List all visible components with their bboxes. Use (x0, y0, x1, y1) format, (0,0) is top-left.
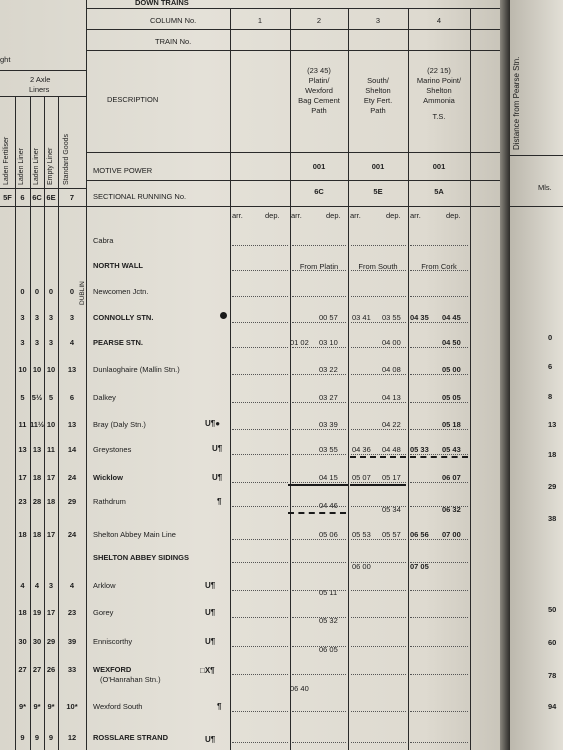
distance-value: 18 (548, 450, 557, 459)
from-cork: From Cork (421, 262, 457, 271)
station-name: NORTH WALL (93, 261, 143, 270)
station-name: Shelton Abbey Main Line (93, 530, 176, 539)
sectional-running-label: SECTIONAL RUNNING No. (93, 192, 187, 201)
distance-value: 50 (548, 605, 557, 614)
left-distance-cell: 18 (32, 473, 42, 482)
left-distance-cell: 33 (67, 665, 77, 674)
left-distance-cell: 4 (69, 338, 75, 347)
column-no-3: 3 (375, 16, 381, 25)
left-distance-cell: 17 (46, 473, 56, 482)
column-no-1: 1 (257, 16, 263, 25)
station-subname: (O'Hanrahan Stn.) (100, 675, 161, 684)
left-distance-cell: 0 (48, 287, 54, 296)
left-distance-cell: 3 (48, 313, 54, 322)
left-distance-cell: 29 (46, 637, 56, 646)
station-name: PEARSE STN. (93, 338, 144, 347)
left-distance-cell: 17 (46, 530, 56, 539)
station-name: Gorey (93, 608, 114, 617)
station-name: Bray (Daly Stn.) (93, 420, 146, 429)
left-distance-cell: 4 (34, 581, 40, 590)
left-distance-cell: 17 (46, 608, 56, 617)
left-distance-cell: 18 (32, 530, 42, 539)
train-no-label: TRAIN No. (155, 37, 192, 46)
column-3-description: South/ Shelton Ety Fert. Path (363, 76, 393, 115)
distance-value: 38 (548, 514, 557, 523)
distance-value: 13 (548, 420, 557, 429)
left-distance-cell: 14 (67, 445, 77, 454)
section-4: 5A (434, 187, 444, 196)
station-name: Wexford South (93, 702, 143, 711)
timing-point-dot (220, 312, 227, 319)
left-distance-cell: 0 (69, 287, 75, 296)
left-distance-cell: 11 (18, 420, 27, 429)
station-name: Dunlaoghaire (Mallin Stn.) (93, 365, 180, 374)
left-distance-cell: 3 (48, 581, 54, 590)
station-name: WEXFORD (93, 665, 132, 674)
timetable-page: DOWN TRAINS COLUMN No. TRAIN No. DESCRIPTION MOTIVE POWER SECTIONAL RUNNING No. 1 2 3 4 (23 45) Platin/ Wexford Bag Cement Path South/ Shelton Ety Fert. Path (22 15) Marino Point/ Shelton Ammonia T.S. 001 001 001 6C 5E 5A arr. dep. arr. dep. arr. dep. arr. dep. ght 2 Axle Liners Laden Fertiliser Laden Liner Laden Liner Empty Liner Standard Goods 5F 6 6C 6E 7 DUBLIN U¶● U¶ U¶ ¶ U¶ U¶ U¶ □X¶ ¶ U¶ From Platin From South From Cork 00 57 03 41 03 55 04 35 04 45 01 02 03 10 04 00 04 50 03 22 04 08 05 00 03 27 04 13 05 05 03 39 04 22 05 18 03 55 04 36 04 48 05 33 05 43 04 15 05 07 05 17 06 07 04 46 05 34 06 32 05 06 05 53 05 57 06 56 07 00 06 00 07 05 05 11 05 32 06 05 06 40 Cabra NORTH WALL 0 0 0 0 Newcomen Jctn. 3 3 3 3 CONNOLLY STN. 3 3 3 4 PEARSE STN. 10 10 10 13 Dunlaoghaire (Mallin Stn.) 5 5½ 5 6 Dalkey 11 11½ 10 13 Bray (Daly Stn.) 13 13 11 14 Greystones 17 18 17 24 Wicklow 23 28 18 29 Rathdrum 18 18 17 24 Shelton Abbey Main Line SHELTON ABBEY SIDINGS 4 4 3 4 Arklow 18 19 17 23 Gorey 30 30 29 39 Enniscorthy 27 27 26 33 WEXFORD (O'Hanrahan Stn.) 9* 9* 9* 10* Wexford South 9 9 9 12 ROSSLARE STRAND (0, 0, 500, 750)
left-distance-cell: 29 (67, 497, 77, 506)
left-distance-cell: 13 (18, 445, 27, 454)
left-distance-cell: 18 (18, 530, 27, 539)
station-name: Wicklow (93, 473, 123, 482)
left-distance-cell: 3 (20, 313, 25, 322)
left-distance-cell: 26 (46, 665, 56, 674)
left-distance-cell: 5 (48, 393, 54, 402)
station-name: Cabra (93, 236, 114, 245)
distance-value: 60 (548, 638, 557, 647)
left-distance-cell: 30 (32, 637, 42, 646)
left-distance-cell: 11½ (30, 420, 45, 429)
description-label: DESCRIPTION (107, 95, 159, 104)
station-name: Arklow (93, 581, 116, 590)
left-distance-cell: 10 (18, 365, 27, 374)
left-distance-cell: 10 (32, 365, 42, 374)
station-name: SHELTON ABBEY SIDINGS (93, 553, 189, 562)
left-distance-cell: 39 (67, 637, 77, 646)
column-no-4: 4 (436, 16, 442, 25)
left-distance-cell: 18 (18, 608, 27, 617)
left-distance-cell: 30 (18, 637, 27, 646)
left-distance-cell: 12 (67, 733, 77, 742)
left-distance-cell: 3 (20, 338, 25, 347)
left-distance-cell: 27 (32, 665, 42, 674)
left-distance-cell: 27 (18, 665, 27, 674)
left-distance-cell: 18 (46, 497, 56, 506)
distance-value: 0 (548, 333, 553, 342)
left-distance-cell: 3 (34, 338, 40, 347)
dublin-label: DUBLIN (79, 281, 86, 305)
left-distance-cell: 10* (66, 702, 78, 711)
left-distance-cell: 10 (46, 365, 56, 374)
left-distance-cell: 13 (32, 445, 42, 454)
station-name: Dalkey (93, 393, 116, 402)
right-page (510, 0, 563, 750)
left-distance-cell: 9* (33, 702, 41, 711)
motive-power-4: 001 (432, 162, 446, 171)
left-distance-cell: 17 (18, 473, 27, 482)
left-distance-cell: 3 (34, 313, 40, 322)
left-distance-cell: 0 (34, 287, 40, 296)
left-distance-cell: 19 (32, 608, 42, 617)
left-distance-cell: 9 (20, 733, 25, 742)
left-distance-cell: 23 (67, 608, 77, 617)
down-trains-heading: DOWN TRAINS (135, 0, 189, 7)
distance-value: 8 (548, 392, 553, 401)
left-distance-cell: 13 (67, 420, 77, 429)
left-distance-cell: 11 (47, 445, 55, 454)
distance-heading: Distance from Pearse Stn. (512, 56, 521, 150)
liners-label: Liners (29, 85, 50, 94)
left-distance-cell: 4 (69, 581, 75, 590)
left-distance-cell: 5 (20, 393, 25, 402)
station-name: Enniscorthy (93, 637, 133, 646)
station-name: CONNOLLY STN. (93, 313, 154, 322)
left-distance-cell: 10 (46, 420, 56, 429)
left-distance-cell: 9* (18, 702, 27, 711)
distance-value: 94 (548, 702, 557, 711)
book-gutter (500, 0, 510, 750)
station-name: Greystones (93, 445, 132, 454)
two-axle-label: 2 Axle (30, 75, 51, 84)
left-ght: ght (0, 55, 11, 64)
left-distance-cell: 23 (18, 497, 27, 506)
distance-value: 29 (548, 482, 557, 491)
column-4-description: (22 15) Marino Point/ Shelton Ammonia T.S. (416, 66, 462, 121)
left-distance-cell: 3 (69, 313, 75, 322)
left-distance-cell: 28 (32, 497, 42, 506)
mls-label: Mls. (538, 183, 552, 192)
station-name: Rathdrum (93, 497, 126, 506)
left-distance-cell: 0 (20, 287, 25, 296)
station-name: Newcomen Jctn. (93, 287, 149, 296)
station-name: ROSSLARE STRAND (93, 733, 169, 742)
left-distance-cell: 6 (69, 393, 75, 402)
distance-value: 78 (548, 671, 557, 680)
motive-power-label: MOTIVE POWER (93, 166, 153, 175)
left-distance-cell: 9 (48, 733, 54, 742)
left-distance-cell: 24 (67, 530, 77, 539)
column-no-2: 2 (316, 16, 322, 25)
motive-power-3: 001 (371, 162, 385, 171)
left-distance-cell: 4 (20, 581, 25, 590)
motive-power-2: 001 (312, 162, 326, 171)
left-distance-cell: 9* (47, 702, 55, 711)
from-platin: From Platin (299, 262, 339, 271)
left-distance-cell: 13 (67, 365, 77, 374)
column-2-description: (23 45) Platin/ Wexford Bag Cement Path (298, 66, 340, 115)
left-distance-cell: 3 (48, 338, 54, 347)
left-distance-cell: 5½ (31, 393, 43, 402)
left-distance-cell: 24 (67, 473, 77, 482)
section-2: 6C (314, 187, 324, 196)
distance-value: 6 (548, 362, 553, 371)
left-distance-cell: 9 (34, 733, 40, 742)
column-no-label: COLUMN No. (150, 16, 197, 25)
from-south: From South (358, 262, 398, 271)
section-3: 5E (373, 187, 383, 196)
